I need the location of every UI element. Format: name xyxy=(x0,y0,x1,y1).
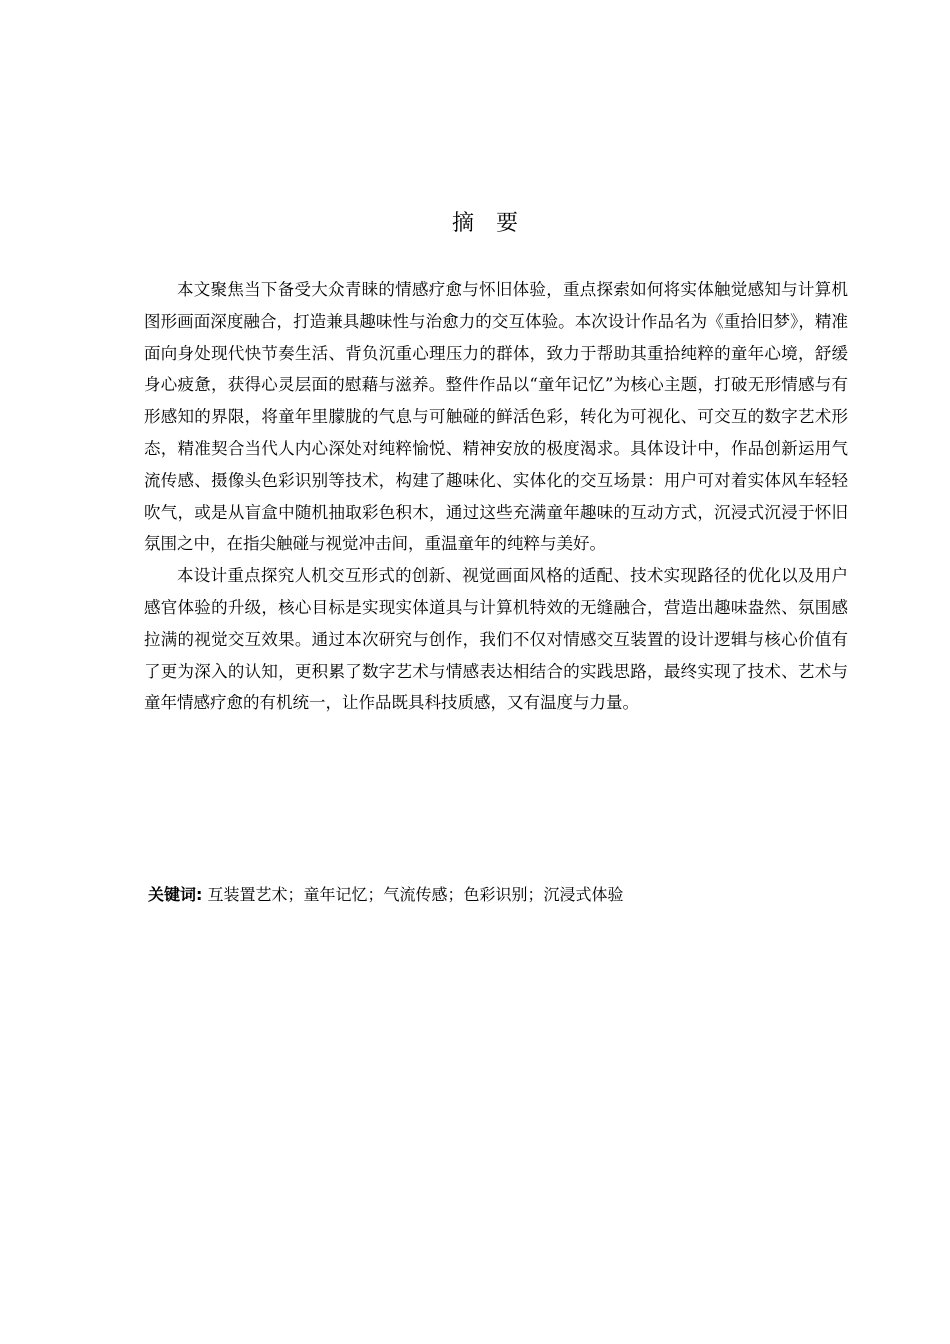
keywords-value: 互装置艺术；童年记忆；气流传感；色彩识别；沉浸式体验 xyxy=(202,885,624,904)
abstract-title: 摘 要 xyxy=(451,211,518,236)
abstract-body xyxy=(144,274,848,719)
keywords-label: 关键词: xyxy=(148,885,203,904)
abstract-paragraph-1: 本文聚焦当下备受大众青睐的情感疗愈与怀旧体验，重点探索如何将实体触觉感知与计算机图形画面深度融合，打造兼具趣味性与治愈力的交互体验。本次设计作品名为《重拾旧梦》，精准面向身处现代快节奏生活、背负沉重心理压力的群体，致力于帮助其重拾纯粹的童年心境，舒缓身心疲惫，获得心灵层面的慰藉与滋养。整件作品以“童年记忆”为核心主题，打破无形情感与有形感知的界限，将童年里朦胧的气息与可触碰的鲜活色彩，转化为可视化、可交互的数字艺术形态，精准契合当代人内心深处对纯粹愉悦、精神安放的极度渴求。具体设计中，作品创新运用气流传感、摄像头色彩识别等技术，构建了趣味化、实体化的交互场景：用户可对着实体风车轻轻吹气，或是从盲盒中随机抽取彩色积木，通过这些充满童年趣味的互动方式，沉浸式沉浸于怀旧氛围之中，在指尖触碰与视觉冲击间，重温童年的纯粹与美好。 xyxy=(144,280,848,554)
keywords-line xyxy=(148,880,848,910)
abstract-paragraph-2: 本设计重点探究人机交互形式的创新、视觉画面风格的适配、技术实现路径的优化以及用户感官体验的升级，核心目标是实现实体道具与计算机特效的无缝融合，营造出趣味盎然、氛围感拉满的视觉交互效果。通过本次研究与创作，我们不仅对情感交互装置的设计逻辑与核心价值有了更为深入的认知，更积累了数字艺术与情感表达相结合的实践思路，最终实现了技术、艺术与童年情感疗愈的有机统一，让作品既具科技质感，又有温度与力量。 xyxy=(144,566,848,713)
